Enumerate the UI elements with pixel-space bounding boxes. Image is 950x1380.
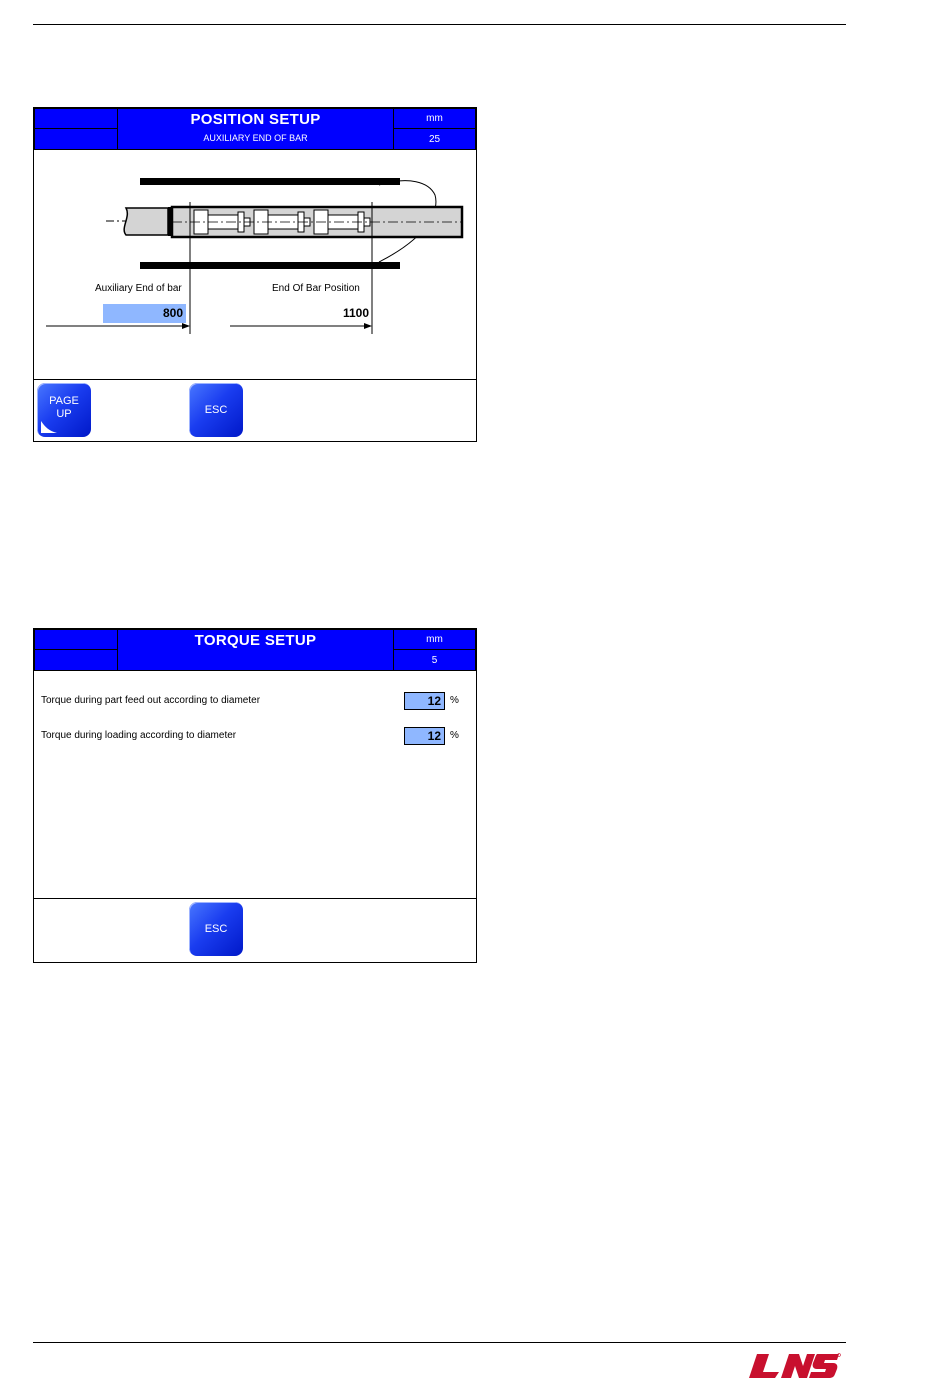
esc-button[interactable]: [189, 383, 243, 437]
header-left-bottom: [34, 649, 118, 671]
page-corner-icon: [39, 419, 59, 435]
header-left-bottom: [34, 128, 118, 150]
top-rule: [33, 24, 846, 25]
torque-setup-header: [34, 629, 476, 671]
torque-setup-panel: [33, 628, 477, 963]
end-bar-value: 1100: [342, 306, 369, 320]
header-left-top: [34, 629, 118, 650]
bottom-rule: [33, 1342, 846, 1343]
esc-label: ESC: [204, 923, 228, 935]
torque-feed-out-unit: %: [450, 695, 459, 706]
lower-guide-bar: [140, 262, 400, 269]
esc-button[interactable]: [189, 902, 243, 956]
bar-loader-diagram: [34, 150, 476, 380]
torque-setup-footer: [34, 898, 476, 963]
position-setup-panel: [33, 107, 477, 442]
page-number: 5: [393, 649, 476, 671]
torque-feed-out-input[interactable]: 12: [404, 692, 445, 710]
position-setup-footer: [34, 379, 476, 442]
esc-label: ESC: [204, 404, 228, 416]
torque-loading-input[interactable]: 12: [404, 727, 445, 745]
bar-stock-end: [124, 208, 168, 235]
torque-feed-out-label: Torque during part feed out according to diameter: [41, 695, 261, 706]
aux-end-label: Auxiliary End of bar: [95, 283, 182, 294]
page-up-button[interactable]: [37, 383, 91, 437]
torque-loading-unit: %: [450, 730, 459, 741]
page-title: POSITION SETUP: [117, 108, 394, 129]
upper-guide-bar: [140, 178, 400, 185]
page-up-line2: UP: [56, 408, 72, 420]
page-up-line1: PAGE: [49, 395, 79, 407]
unit-label: mm: [393, 108, 476, 129]
aux-end-input[interactable]: 800: [103, 304, 186, 323]
unit-label: mm: [393, 629, 476, 650]
torque-loading-label: Torque during loading according to diameter: [41, 730, 237, 741]
page-number: 25: [393, 128, 476, 150]
page-subtitle: AUXILIARY END OF BAR: [117, 128, 394, 150]
end-bar-label: End Of Bar Position: [272, 283, 360, 294]
lns-logo: [745, 1352, 841, 1380]
position-setup-header: [34, 108, 476, 150]
header-left-top: [34, 108, 118, 129]
page-title: TORQUE SETUP: [117, 629, 394, 671]
